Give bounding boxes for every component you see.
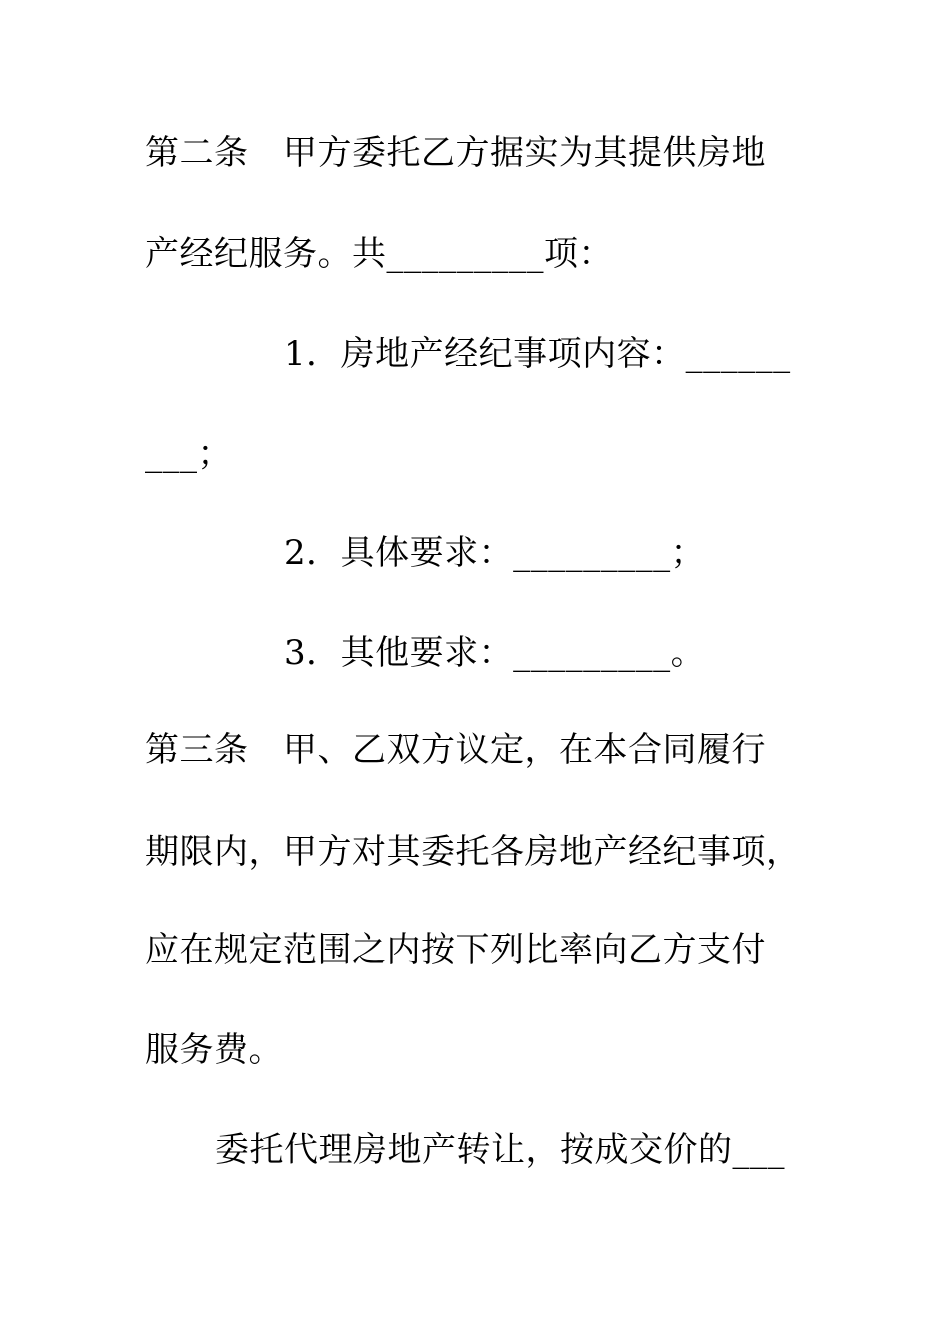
article-3-heading-line: 第三条 甲、乙双方议定，在本合同履行 [145,730,766,770]
list-item-3-line: 3．其他要求：_________。 [284,633,706,673]
article-2-heading-line: 第二条 甲方委托乙方据实为其提供房地 [145,133,766,173]
list-item-1-continuation-line: ___； [145,434,232,474]
article-2-continuation-line: 产经纪服务。共_________项： [145,234,613,274]
fee-paragraph-line: 委托代理房地产转让，按成交价的___ [215,1130,785,1170]
article-3-line-2: 期限内，甲方对其委托各房地产经纪事项， [145,832,801,872]
article-3-line-3: 应在规定范围之内按下列比率向乙方支付 [145,930,766,970]
list-item-1-line: 1．房地产经纪事项内容：______ [284,334,791,374]
article-3-line-4: 服务费。 [145,1030,283,1070]
list-item-2-line: 2．具体要求：_________； [284,533,706,573]
